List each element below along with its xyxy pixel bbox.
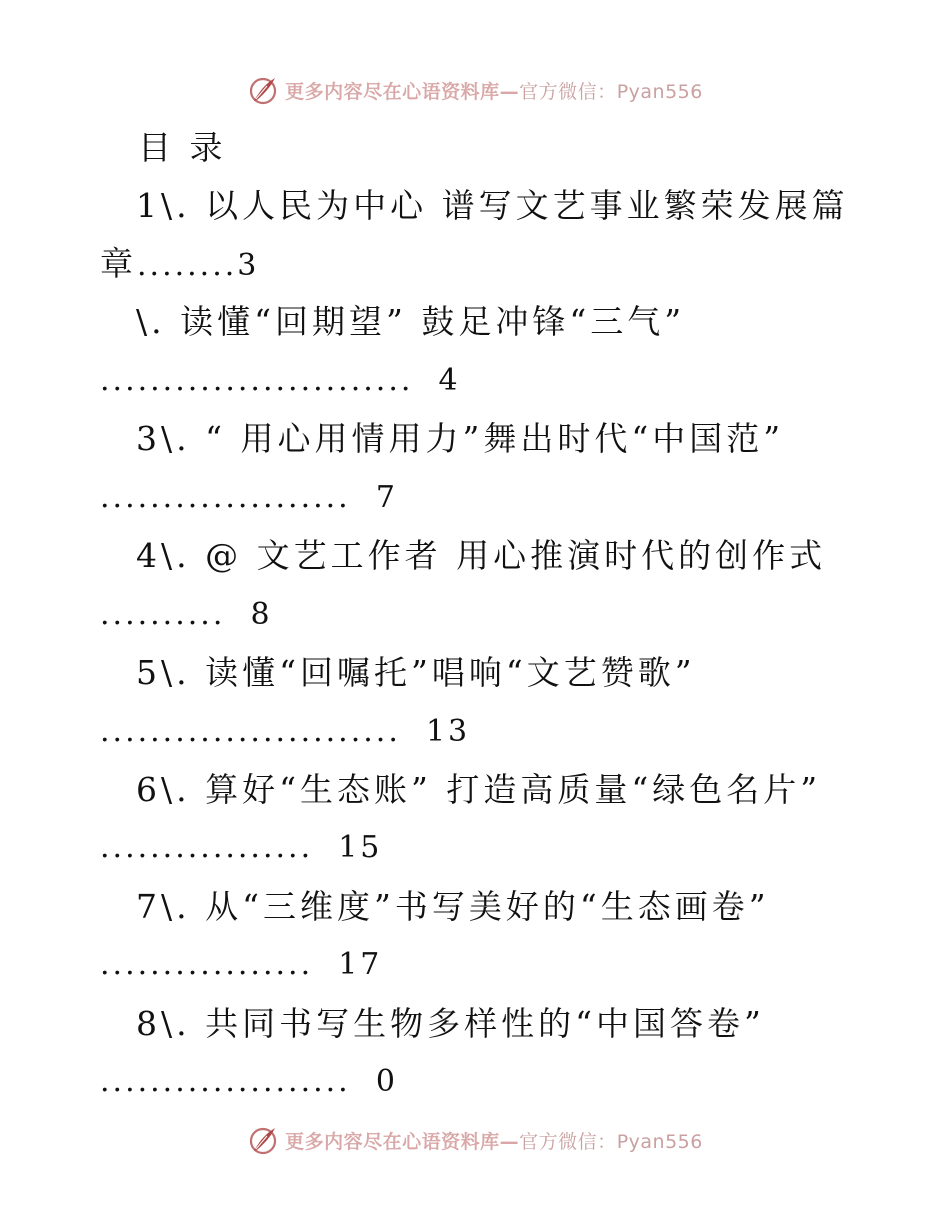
- toc-entry-title[interactable]: 6\. 算好“生态账” 打造高质量“绿色名片”: [136, 770, 822, 809]
- toc-page-number: 17: [338, 947, 383, 982]
- toc-leader-dots: ....................: [100, 1064, 351, 1099]
- toc-entry-title-cont: 章: [100, 244, 137, 283]
- toc-entry-leader: [100, 244, 259, 284]
- quill-pen-logo-icon: [247, 74, 279, 106]
- watermark-text: 更多内容尽在心语资料库—官方微信：Pyan556: [285, 80, 703, 103]
- toc-page-number: 4: [438, 363, 461, 398]
- quill-pen-logo-icon: [247, 1124, 279, 1156]
- toc-page-number: 7: [375, 480, 398, 515]
- toc-entry-leader: [100, 945, 382, 985]
- toc-leader-dots: ........: [137, 248, 238, 283]
- toc-leader-dots: .........................: [100, 363, 414, 398]
- toc-entry-leader: [100, 595, 273, 635]
- toc-entry-title[interactable]: 4\. @ 文艺工作者 用心推演时代的创作式: [136, 536, 827, 575]
- toc-entry-title[interactable]: 7\. 从“三维度”书写美好的“生态画卷”: [136, 887, 770, 926]
- toc-leader-dots: .................: [100, 830, 314, 865]
- toc-leader-dots: ....................: [100, 480, 351, 515]
- toc-leader-dots: .................: [100, 947, 314, 982]
- watermark-banner-top: [0, 70, 950, 110]
- toc-entry-title[interactable]: 8\. 共同书写生物多样性的“中国答卷”: [136, 1004, 765, 1043]
- watermark-text: 更多内容尽在心语资料库—官方微信：Pyan556: [285, 1130, 703, 1153]
- toc-entry-leader: [100, 712, 470, 752]
- toc-entry-leader: [100, 828, 382, 868]
- toc-leader-dots: ..........: [100, 597, 226, 632]
- toc-page-number: 15: [338, 830, 383, 865]
- toc-entry-leader: [100, 478, 398, 518]
- toc-heading: 目 录: [138, 128, 227, 167]
- toc-entry-title[interactable]: 5\. 读懂“回嘱托”唱响“文艺赞歌”: [136, 653, 696, 692]
- toc-page-number: 3: [237, 248, 260, 283]
- toc-page-number: 13: [425, 714, 471, 749]
- toc-page-number: 8: [250, 597, 273, 632]
- toc-page-number: 0: [375, 1064, 398, 1099]
- toc-entry-title[interactable]: 3\. “ 用心用情用力”舞出时代“中国范”: [136, 419, 785, 458]
- toc-entry-leader: [100, 361, 461, 401]
- toc-entry-leader: [100, 1062, 398, 1102]
- toc-leader-dots: ........................: [100, 714, 401, 749]
- toc-entry-title[interactable]: 1\. 以人民为中心 谱写文艺事业繁荣发展篇: [136, 186, 849, 225]
- watermark-banner-bottom: [0, 1120, 950, 1160]
- toc-entry-title[interactable]: \. 读懂“回期望” 鼓足冲锋“三气”: [136, 302, 686, 341]
